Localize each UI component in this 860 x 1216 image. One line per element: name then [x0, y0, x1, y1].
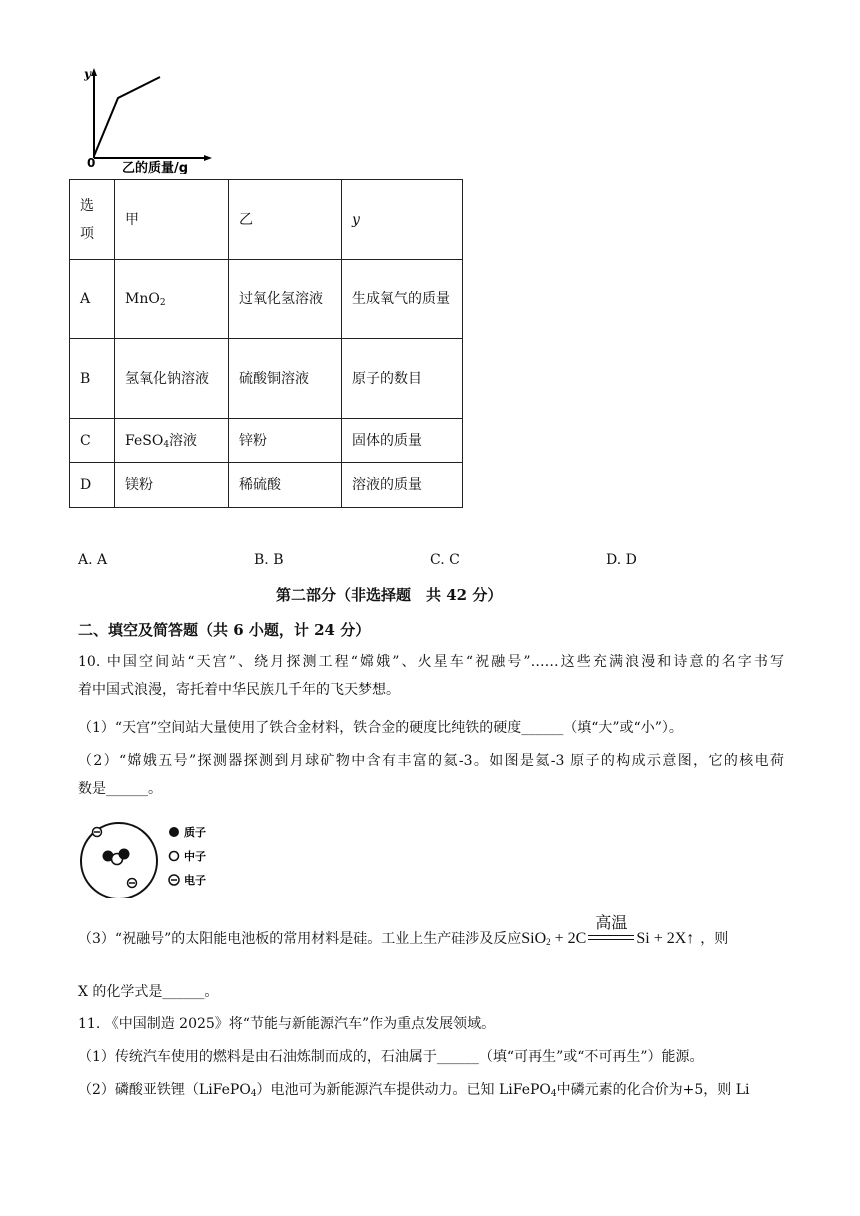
q10-part3-line2: X 的化学式是______。 — [78, 984, 219, 1000]
row-option: B — [70, 339, 115, 419]
q10-part2: （2）“嫦娥五号”探测器探测到月球矿物中含有丰富的氦-3。如图是氦-3 原子的构成示意图，它的核电荷 数是______。 — [78, 753, 784, 797]
legend-electron — [169, 873, 206, 887]
row-option: D — [70, 463, 115, 508]
row-y: 固体的质量 — [342, 419, 463, 463]
origin-label: 0 — [87, 156, 96, 170]
row-yi: 硫酸铜溶液 — [229, 339, 342, 419]
row-option: A — [70, 260, 115, 339]
header-y: y — [342, 180, 463, 260]
q10-part1: （1）“天宫”空间站大量使用了铁合金材料，铁合金的硬度比纯铁的硬度______（填“大”或“小”）。 — [78, 720, 683, 736]
mass-graph — [84, 66, 224, 174]
table-row — [70, 419, 463, 463]
q10-stem: 10. 中国空间站“天宫”、绕月探测工程“嫦娥”、火星车“祝融号”……这些充满浪漫和诗意的名字书写 着中国式浪漫，寄托着中华民族几千年的飞天梦想。 — [78, 654, 784, 698]
electron-bottom — [128, 879, 137, 888]
reaction-equation: SiO$_2$ + 2C 高温 Si + 2X↑ — [521, 930, 694, 947]
table-row — [70, 339, 463, 419]
q10-part3: （3）“祝融号”的太阳能电池板的常用材料是硅。工业上生产硅涉及反应SiO$_2$ + 2C 高温 Si + 2X↑ ，则 — [78, 925, 784, 953]
y-axis-arrow — [91, 68, 97, 76]
legend-proton — [169, 825, 206, 839]
table-header-row — [70, 180, 463, 260]
header-option: 选项 — [70, 180, 115, 260]
row-jia: FeSO$_4$溶液 — [115, 419, 229, 463]
row-jia: 氢氧化钠溶液 — [115, 339, 229, 419]
choice-a[interactable]: A. A — [78, 552, 108, 568]
q11-stem: 11. 《中国制造 2025》将“节能与新能源汽车”作为重点发展领域。 — [78, 1016, 496, 1032]
row-yi: 过氧化氢溶液 — [229, 260, 342, 339]
reaction-condition: 高温 — [588, 929, 634, 949]
helium-3-atom-diagram — [78, 822, 218, 898]
row-jia: MnO$_2$ — [115, 260, 229, 339]
row-y: 原子的数目 — [342, 339, 463, 419]
svg-text:中子: 中子 — [184, 850, 206, 863]
legend-neutron — [170, 849, 207, 863]
nucleus — [103, 849, 130, 865]
x-axis-label: 乙的质量/g — [122, 161, 189, 174]
y-axis-label: y — [84, 67, 91, 81]
part-title: 第二部分（非选择题 共 42 分） — [276, 586, 503, 604]
q11-part1: （1）传统汽车使用的燃料是由石油炼制而成的，石油属于______（填“可再生”或“不可再生”）能源。 — [78, 1049, 704, 1065]
row-y: 溶液的质量 — [342, 463, 463, 508]
header-jia: 甲 — [115, 180, 229, 260]
section-title: 二、填空及简答题（共 6 小题，计 24 分） — [78, 621, 371, 639]
table-row — [70, 463, 463, 508]
table-row — [70, 260, 463, 339]
row-yi: 锌粉 — [229, 419, 342, 463]
svg-text:电子: 电子 — [184, 874, 206, 887]
q11-part2: （2）磷酸亚铁锂（LiFePO$_4$）电池可为新能源汽车提供动力。已知 LiFePO$_4$中磷元素的化合价为+5，则 Li — [78, 1082, 750, 1099]
choice-d[interactable]: D. D — [606, 552, 637, 568]
x-axis-arrow — [204, 155, 212, 161]
row-option: C — [70, 419, 115, 463]
row-y: 生成氧气的质量 — [342, 260, 463, 339]
choice-b[interactable]: B. B — [254, 552, 284, 568]
electron-top — [93, 828, 102, 837]
row-jia: 镁粉 — [115, 463, 229, 508]
header-yi: 乙 — [229, 180, 342, 260]
choice-c[interactable]: C. C — [430, 552, 460, 568]
row-yi: 稀硫酸 — [229, 463, 342, 508]
options-table — [69, 179, 463, 508]
curve — [94, 77, 160, 156]
svg-text:质子: 质子 — [184, 826, 206, 839]
